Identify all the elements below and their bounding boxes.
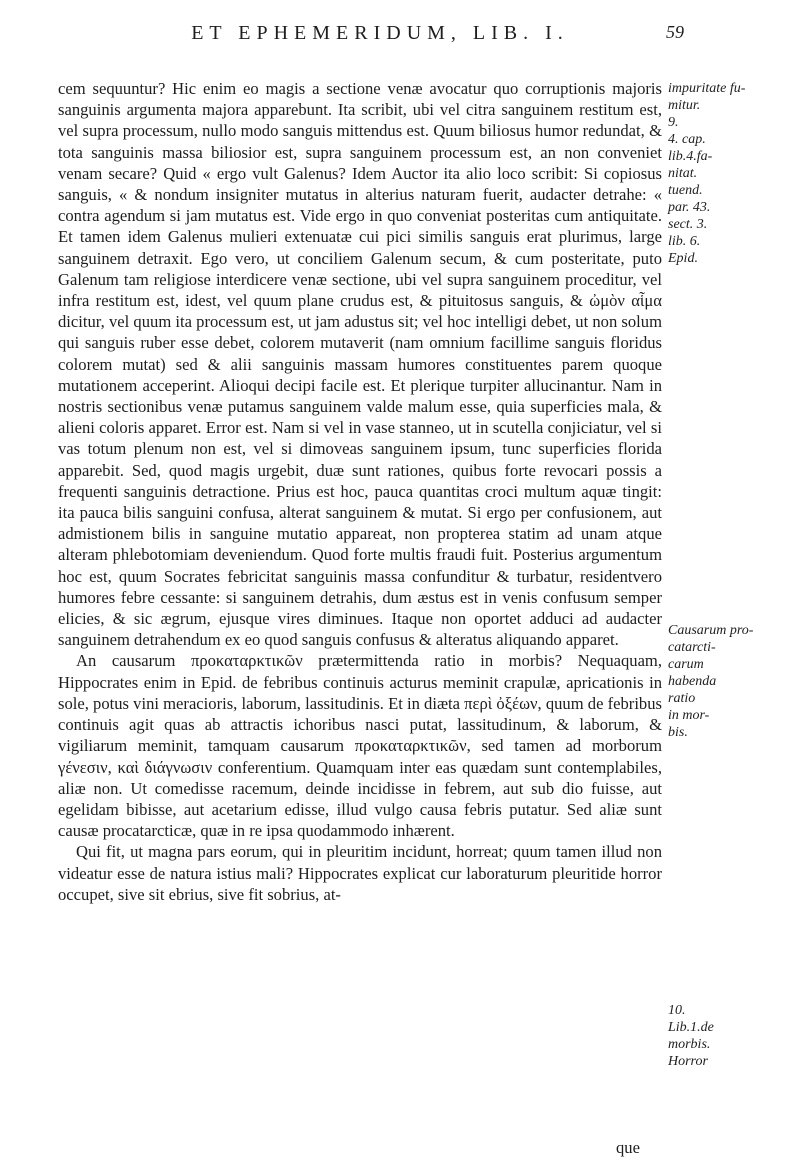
running-head: ET EPHEMERIDUM, LIB. I. [191, 22, 569, 44]
margin-line: Epid. [668, 251, 698, 266]
margin-note-impurity [668, 80, 744, 267]
margin-line: morbis. [668, 1037, 711, 1052]
margin-line: 10. [668, 1003, 686, 1018]
page-header [100, 16, 750, 56]
margin-line: nitat. [668, 166, 698, 181]
margin-line: sect. 3. [668, 217, 708, 232]
margin-line: bis. [668, 725, 688, 740]
page-number: 59 [666, 22, 684, 42]
margin-line: carum [668, 657, 704, 672]
margin-line: lib. 6. [668, 234, 701, 249]
margin-note-horror [668, 1002, 744, 1070]
margin-line: habenda [668, 674, 717, 689]
paragraph: An causarum προκαταρκτικῶν prætermittenda ratio in morbis? Nequaquam, Hippocrates enim in Epid. de febribus continuis acturus meminit crapulæ, apricationis in sole, potus vini meracioris, laborum, lassitudinis. Et in diæta περὶ ὀξέων, quum de febribus continuis agit quas ab attractis ichoribus nasci putat, lassitudinum, & laborum, & vigiliarum meminit, tamquam causarum προκαταρκτικῶν, sed tamen ad morborum γένεσιν, καὶ διάγνωσιν conferentium. Quamquam inter eas quædam sunt contemplabiles, aliæ non. Ut comedisse racemum, deinde incidisse in febrem, aut sub dio fuisse, aut egelidam bibisse, aut acetarium edisse, illud vulgo causa febris putatur. Sed aliæ sunt causæ procatarcticæ, quæ in re ipsa quodammodo inhærent. [58, 651, 662, 841]
margin-line: Horror [668, 1054, 708, 1069]
margin-line: 4. cap. [668, 132, 706, 147]
margin-line: mitur. [668, 98, 701, 113]
margin-line: Lib.1.de [668, 1020, 714, 1035]
margin-line: catarcti- [668, 640, 716, 655]
margin-line: in mor- [668, 708, 710, 723]
margin-note-causes [668, 622, 754, 741]
catchword: que [616, 1138, 640, 1157]
margin-line: ratio [668, 691, 696, 706]
margin-line: impuritate fu- [668, 81, 746, 96]
margin-line: par. 43. [668, 200, 711, 215]
margin-line: 9. [668, 115, 679, 130]
margin-line: Causarum pro- [668, 623, 754, 638]
paragraph: cem sequuntur? Hic enim eo magis a sectione venæ avocatur quo corruptionis majoris sanguinis argumenta majora apparebunt. Ita scribit, ubi vel citra sanguinem restitum est, vel supra processum, nullo modo sanguis mittendus est. Quum biliosus humor redundat, & tota sanguinis massa biliosior est, supra sanguinem processum est, an non conveniet venam secare? Quid « ergo vult Galenus? Idem Auctor ita alio loco scribit: Si copiosus sanguis, « & nondum insigniter mutatus in alterius naturam fuerit, audacter detrahe: « contra agendum si jam mutatus est. Vide ergo in quo conveniat posteritas cum antiquitate. Et tamen idem Galenus mulieri extenuatæ cui pici similis sanguis erat plurimus, large sanguinem detraxit. Ego vero, ut conciliem Galenum secum, & cum posteritate, puto Galenum tam religiose interdicere venæ sectione, ubi vel supra sanguinem proceditur, vel infra restitum est, idest, vel quum plane crudus est, & pituitosus sanguis, & ὠμὸν αἷμα dicitur, vel quum ita processum est, ut jam adustus sit; vel hoc intelligi debet, ut non solum qui sanguis ruber esse debet, colorem mutaverit (nam omnium facillime sanguis floridus colorem mutat) sed & alii sanguinis massam humores constituentes parem quoque mutationem acceperint. Alioqui decipi facile est. Et plerique turpiter allucinantur. Nam in nostris sectionibus venæ putamus sanguinem valde malum esse, quia superficies mala, & alieni coloris apparet. Error est. Nam si vel in vase stanneo, ut in scutella conjiciatur, vel si vas totum plenum non est, vel si dimoveas sanguinem ipsum, tunc superficies florida apparebit. Sed, quod magis urgebit, duæ sunt rationes, quibus forte revocari possis a frequenti sanguinis detractione. Prius est hoc, pauca quantitas croci multum aquæ tingit: ita pauca bilis sanguini confusa, alterat sanguinem & mutat. Si ergo per confusionem, aut admistionem bilis in sanguine mutatio appareat, non propterea statim ad unam atque alteram phlebotomiam deveniendum. Quod forte multis fraudi fuit. Posterius argumentum hoc est, quum Socrates febricitat sanguinis massa confunditur & turbatur, residentvero humores febre cessante: si sanguinem detrahis, dum æstus est in venis confusum semper elicies, & sic ægrum, ejusque vires diminues. Itaque non oportet adduci ad audacter sanguinem detrahendum ex eo quod sanguis confusus & alteratus aliquando apparet. [58, 79, 662, 650]
main-text [58, 78, 662, 905]
paragraph: Qui fit, ut magna pars eorum, qui in pleuritim incidunt, horreat; quum tamen illud non videatur esse de natura istius mali? Hippocrates explicat cur laboraturum pleuritide horror occupet, sive sit ebrius, sive fit sobrius, at- [58, 842, 662, 904]
margin-line: tuend. [668, 183, 703, 198]
margin-line: lib.4.fa- [668, 149, 713, 164]
